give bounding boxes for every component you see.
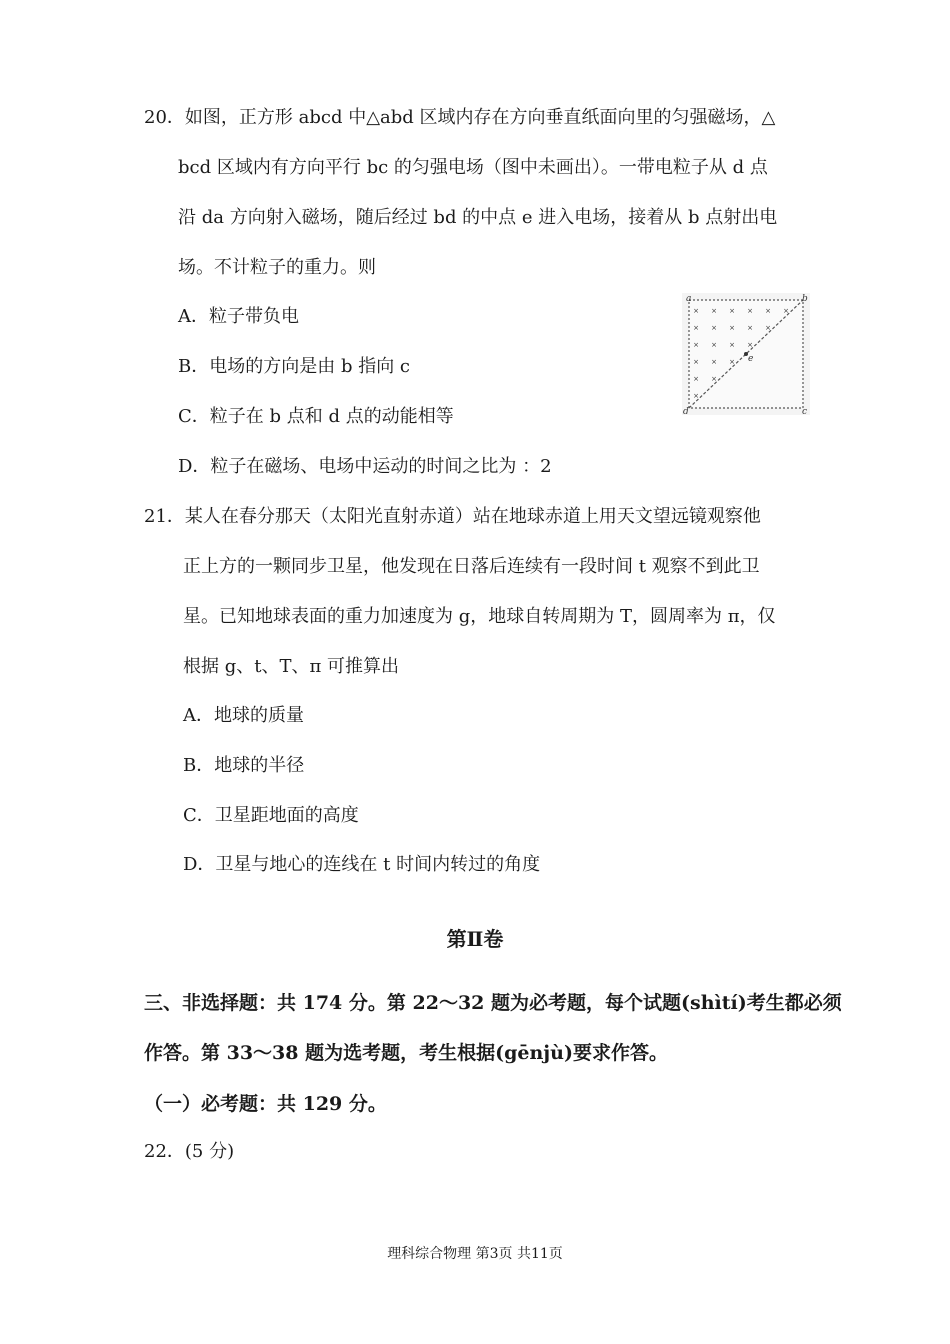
square-field-figure — [682, 293, 810, 415]
q20-option-a: A．粒子带负电 — [178, 306, 299, 327]
q21-line-4: 根据 g、t、T、π 可推算出 — [183, 656, 400, 677]
field-cross-icon: × — [693, 307, 699, 315]
q21-line-1: 21．某人在春分那天（太阳光直射赤道）站在地球赤道上用天文望远镜观察他 — [144, 506, 761, 527]
field-cross-icon: × — [693, 375, 699, 383]
field-cross-icon: × — [747, 341, 753, 349]
q21-option-c: C．卫星距地面的高度 — [183, 805, 359, 826]
q20-line-4: 场。不计粒子的重力。则 — [178, 257, 376, 278]
field-cross-icon: × — [693, 341, 699, 349]
field-cross-icon: × — [693, 324, 699, 332]
field-cross-icon: × — [765, 324, 771, 332]
field-cross-icon: × — [747, 307, 753, 315]
field-cross-icon: × — [729, 341, 735, 349]
q20-option-c: C．粒子在 b 点和 d 点的动能相等 — [178, 406, 454, 427]
q21-option-d: D．卫星与地心的连线在 t 时间内转过的角度 — [183, 854, 541, 875]
q21-line-3: 星。已知地球表面的重力加速度为 g，地球自转周期为 T，圆周率为 π，仅 — [183, 606, 776, 627]
q20-line-2: bcd 区域内有方向平行 bc 的匀强电场（图中未画出）。一带电粒子从 d 点 — [178, 157, 768, 178]
field-cross-icon: × — [783, 307, 789, 315]
section-intro-line-2: 作答。第 33～38 题为选考题，考生根据(gēnjù)要求作答。 — [144, 1042, 668, 1064]
q20-option-d: D．粒子在磁场、电场中运动的时间之比为 ：2 — [178, 456, 552, 477]
label-d: d — [683, 407, 689, 415]
q20-line-3: 沿 da 方向射入磁场，随后经过 bd 的中点 e 进入电场，接着从 b 点射出电 — [178, 207, 778, 228]
label-a: a — [686, 294, 692, 304]
q21-option-a: A．地球的质量 — [183, 705, 304, 726]
field-cross-icon: × — [729, 358, 735, 366]
field-cross-icon: × — [693, 358, 699, 366]
field-cross-icon: × — [711, 341, 717, 349]
q21-option-b: B．地球的半径 — [183, 755, 305, 776]
field-cross-icon: × — [711, 358, 717, 366]
section-intro-line-1: 三、非选择题：共 174 分。第 22～32 题为必考题，每个试题(shìtí)考生都必须 — [144, 992, 842, 1014]
field-cross-icon: × — [765, 307, 771, 315]
field-cross-icon: × — [693, 392, 699, 400]
q20-option-b: B．电场的方向是由 b 指向 c — [178, 356, 410, 377]
label-b: b — [802, 294, 808, 304]
q22-line: 22．(5 分) — [144, 1141, 235, 1162]
field-cross-icon: × — [747, 324, 753, 332]
field-cross-icon: × — [729, 307, 735, 315]
q21-line-2: 正上方的一颗同步卫星，他发现在日落后连续有一段时间 t 观察不到此卫 — [183, 556, 760, 577]
q20-line-1: 20．如图，正方形 abcd 中△abd 区域内存在方向垂直纸面向里的匀强磁场，△ — [144, 107, 776, 128]
field-cross-icon: × — [729, 324, 735, 332]
field-cross-icon: × — [711, 324, 717, 332]
label-e: e — [748, 354, 754, 364]
sub-heading: （一）必考题：共 129 分。 — [144, 1093, 387, 1115]
label-c: c — [802, 407, 808, 415]
field-cross-icon: × — [711, 307, 717, 315]
page-footer: 理科综合物理 第3页 共11页 — [387, 1246, 563, 1262]
field-cross-icon: × — [711, 375, 717, 383]
section-title: 第Ⅱ卷 — [446, 927, 504, 951]
